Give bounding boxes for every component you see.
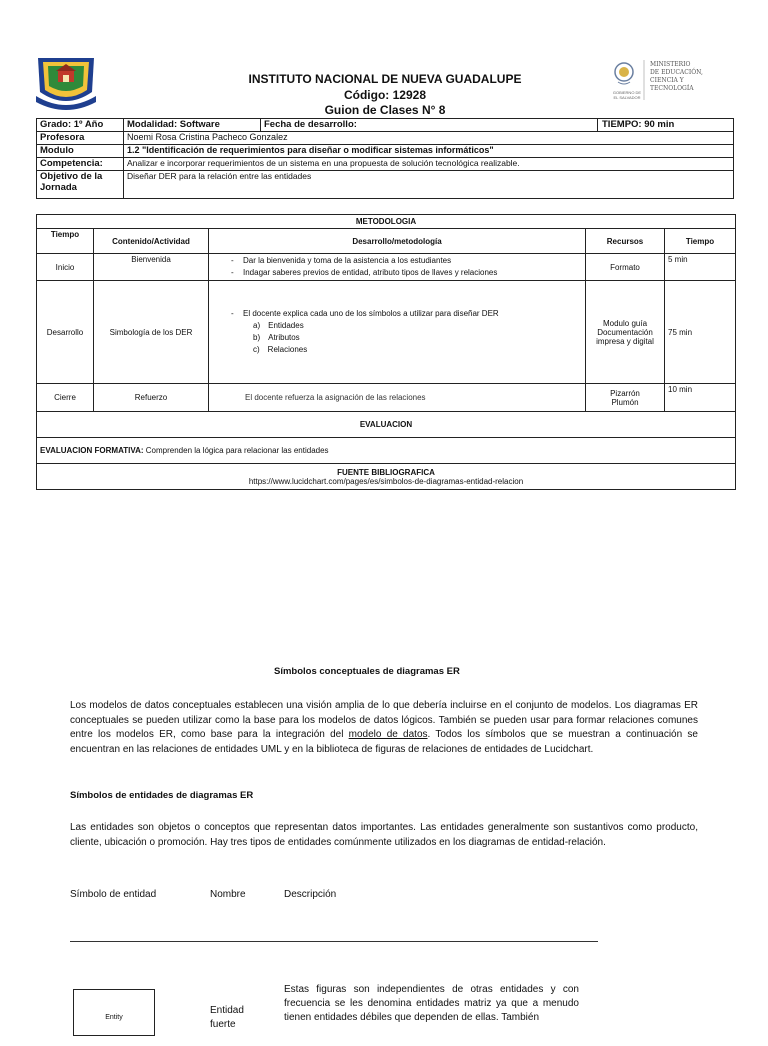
article-title: Símbolos conceptuales de diagramas ER <box>274 666 460 677</box>
source-title: FUENTE BIBLIOGRAFICA <box>337 467 435 477</box>
teacher-label: Profesora <box>37 132 124 145</box>
development-cell <box>209 281 586 384</box>
phase-cell: Cierre <box>37 384 94 412</box>
divider <box>70 941 598 942</box>
source-row <box>37 464 736 490</box>
objective-value: Diseñar DER para la relación entre las entidades <box>124 171 734 199</box>
content-cell: Bienvenida <box>94 254 209 281</box>
guide-number: Guion de Clases N° 8 <box>324 103 446 117</box>
source-url: https://www.lucidchart.com/pages/es/simbolos-de-diagramas-entidad-relacion <box>248 476 524 486</box>
evaluation-label: EVALUACION FORMATIVA: <box>40 446 144 455</box>
duration-cell: 75 min <box>665 281 736 384</box>
entity-description: Estas figuras son independientes de otras entidades y con frecuencia se les denomina entidades matriz ya que a menudo tienen entidades débiles que dependen de ellas. También <box>284 984 579 1023</box>
objective-label: Objetivo de la Jornada <box>37 171 124 199</box>
resources-cell: Formato <box>586 254 665 281</box>
module-value: 1.2 "Identificación de requerimientos para diseñar o modificar sistemas informáticos" <box>124 145 734 158</box>
evaluation-row <box>37 438 736 464</box>
entities-subtitle: Símbolos de entidades de diagramas ER <box>70 790 254 801</box>
list-item: - El docente explica cada uno de los símbolos a utilizar para diseñar DER <box>243 308 582 320</box>
grade-cell: Grado: 1º Año <box>37 119 124 132</box>
list-item: - Indagar saberes previos de entidad, atributo tipos de llaves y relaciones <box>243 267 582 279</box>
modality-cell: Modalidad: Software <box>124 119 261 132</box>
ministry-name: MINISTERIO DE EDUCACIÓN, CIENCIA Y TECNOLOGÍA <box>650 61 703 92</box>
list-item: - Dar la bienvenida y toma de la asistencia a los estudiantes <box>243 255 582 267</box>
time-cell: TIEMPO: 90 min <box>598 119 734 132</box>
col-description-header: Descripción <box>284 889 337 900</box>
resources-cell: Pizarrón Plumón <box>586 384 665 412</box>
phase-cell: Desarrollo <box>37 281 94 384</box>
duration-cell: 10 min <box>665 384 736 412</box>
content-cell: Simbología de los DER <box>94 281 209 384</box>
col-name-header: Nombre <box>210 889 246 900</box>
development-cell: El docente refuerza la asignación de las relaciones <box>209 384 586 412</box>
intro-paragraph: Los modelos de datos conceptuales establecen una visión amplia de lo que debería incluirse en el conjunto de modelos. Los diagramas ER conceptuales se pueden utilizar como la base para los modelos de datos lógicos. También se pueden usar para formar relaciones comunes entre los modelos ER, como base para la integración del modelo de datos. Todos los símbolos que se muestran a continuación se encuentran en las relaciones de entidades UML y en la biblioteca de figuras de relaciones de entidades de Lucidchart. <box>70 700 698 755</box>
module-label: Modulo <box>37 145 124 158</box>
government-caption: GOBIERNO DE EL SALVADOR <box>612 90 642 100</box>
col-symbol-header: Símbolo de entidad <box>70 889 157 900</box>
table-row <box>37 254 736 281</box>
methodology-title: METODOLOGIA <box>37 215 736 229</box>
date-cell: Fecha de desarrollo: <box>261 119 598 132</box>
development-cell <box>209 254 586 281</box>
evaluation-title: EVALUACION <box>37 412 736 438</box>
resources-cell: Modulo guía Documentación impresa y digital <box>586 281 665 384</box>
table-row <box>37 281 736 384</box>
entity-name: Entidad fuerte <box>210 1005 244 1030</box>
col-development: Desarrollo/metodología <box>209 229 586 254</box>
list-item: c) Relaciones <box>253 345 308 354</box>
competence-label: Competencia: <box>37 158 124 171</box>
school-crest-logo <box>34 52 98 110</box>
table-row <box>37 384 736 412</box>
methodology-table <box>36 214 736 490</box>
entity-symbol: Entity <box>73 989 155 1036</box>
col-time-2: Tiempo <box>665 229 736 254</box>
data-model-link[interactable]: modelo de datos <box>348 729 428 740</box>
col-time: Tiempo <box>37 229 94 254</box>
list-item: b) Atributos <box>253 333 300 342</box>
duration-cell: 5 min <box>665 254 736 281</box>
phase-cell: Inicio <box>37 254 94 281</box>
col-resources: Recursos <box>586 229 665 254</box>
teacher-name: Noemi Rosa Cristina Pacheco Gonzalez <box>124 132 734 145</box>
class-info-table <box>36 118 734 199</box>
evaluation-text: Comprenden la lógica para relacionar las entidades <box>143 446 329 455</box>
school-name: INSTITUTO NACIONAL DE NUEVA GUADALUPE <box>248 72 522 86</box>
entities-paragraph: Las entidades son objetos o conceptos que representan datos importantes. Las entidades generalmente son sustantivos como producto, cliente, ubicación o promoción. Hay tres tipos de entidades comúnmente utilizados en los diagramas de entidad-relación. <box>70 822 698 848</box>
school-code: Código: 12928 <box>343 88 427 102</box>
list-item: a) Entidades <box>253 321 304 330</box>
competence-value: Analizar e incorporar requerimientos de un sistema en una propuesta de solución tecnológica realizable. <box>124 158 734 171</box>
col-content: Contenido/Actividad <box>94 229 209 254</box>
content-cell: Refuerzo <box>94 384 209 412</box>
